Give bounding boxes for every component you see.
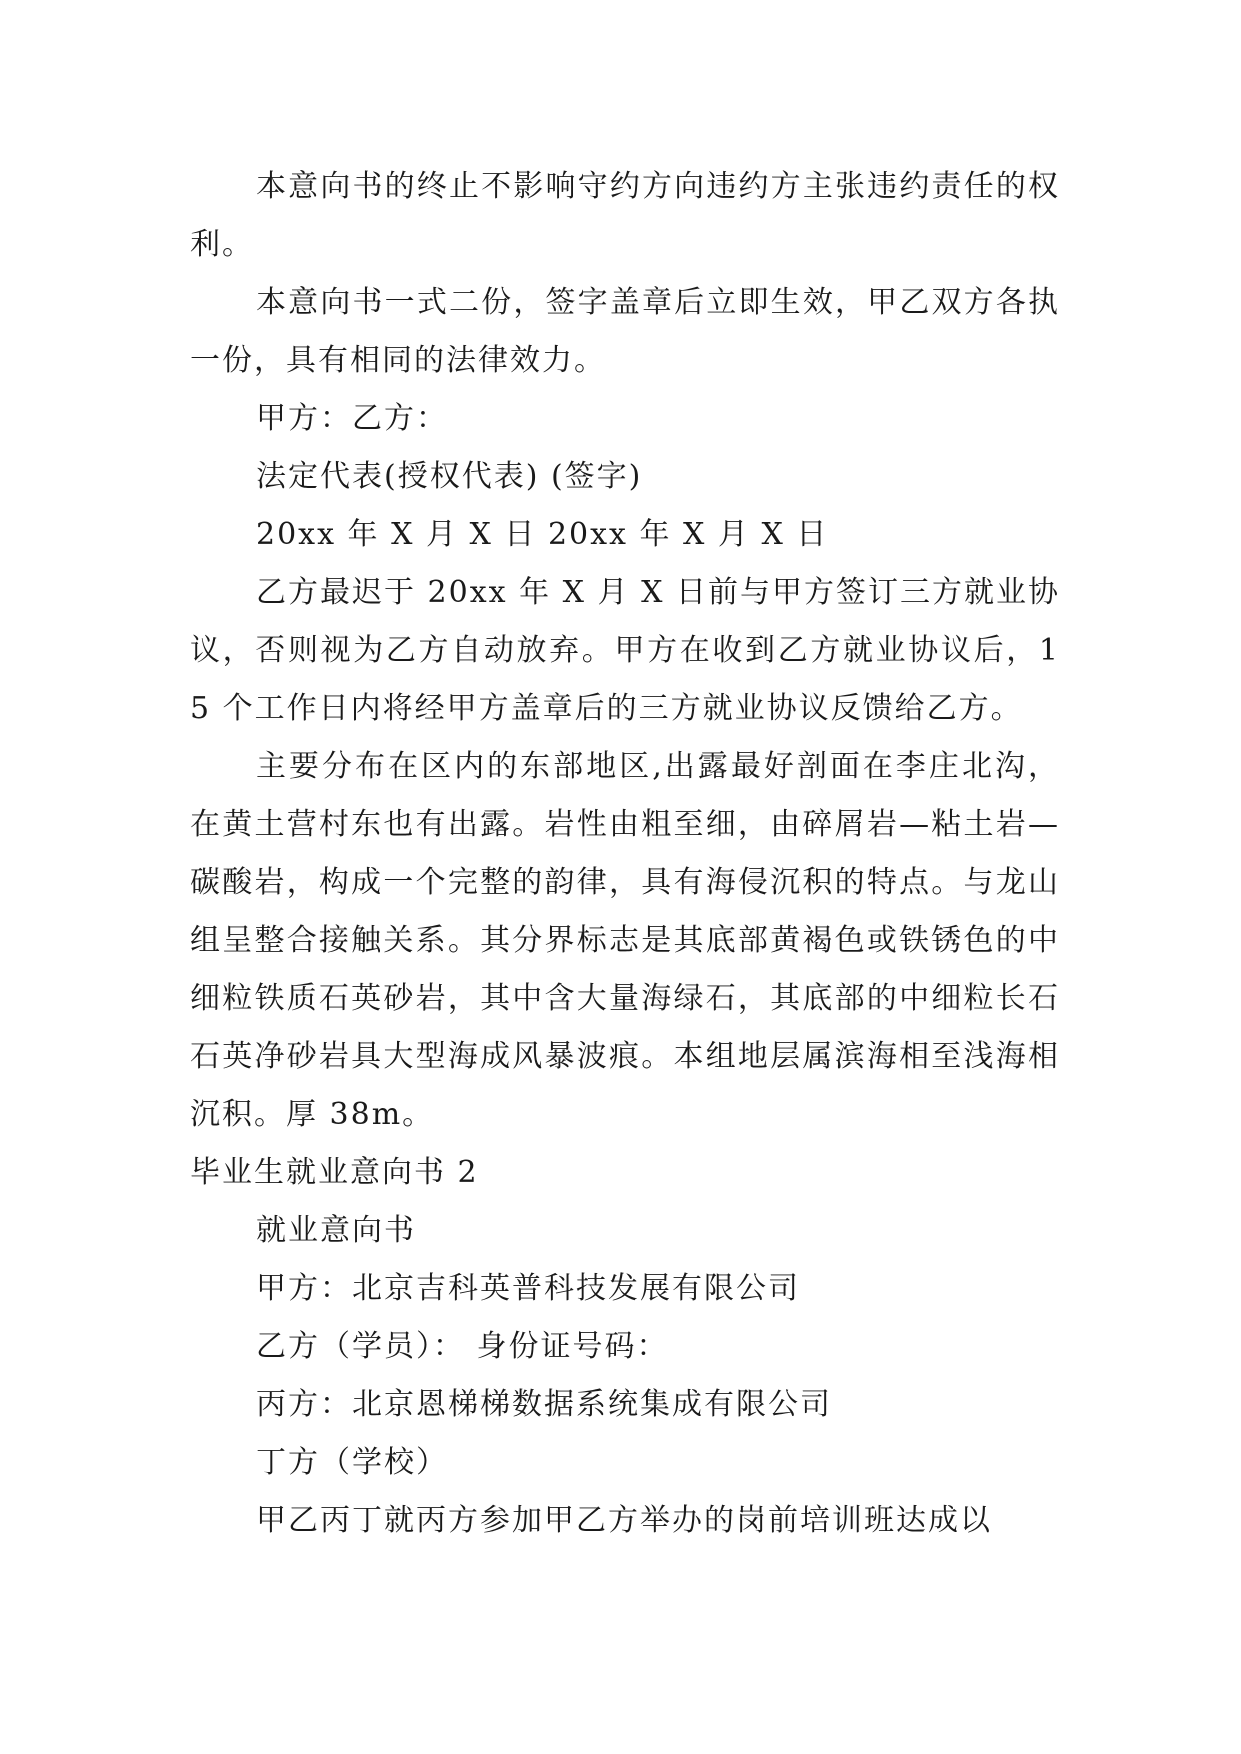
party-b: 乙方（学员）： 身份证号码： <box>256 1329 669 1364</box>
section-1 <box>190 158 1060 1144</box>
paragraph-geology: 主要分布在区内的东部地区,出露最好剖面在李庄北沟，在黄土营村东也有出露。岩性由粗至细，由碎屑岩—粘土岩—碳酸岩，构成一个完整的韵律，具有海侵沉积的特点。与龙山组呈整合接触关系。其分界标志是其底部黄褐色或铁锈色的中细粒铁质石英砂岩，其中含大量海绿石，其底部的中细粒长石石英净砂岩具大型海成风暴波痕。本组地层属滨海相至浅海相沉积。厚 38m。 <box>190 749 1060 1132</box>
section-heading: 毕业生就业意向书 2 <box>190 1155 479 1190</box>
signature-representative: 法定代表(授权代表) (签字) <box>256 459 643 494</box>
document-title: 就业意向书 <box>256 1213 416 1248</box>
signature-dates: 20xx 年 X 月 X 日 20xx 年 X 月 X 日 <box>256 517 829 552</box>
paragraph-termination: 本意向书的终止不影响守约方向违约方主张违约责任的权利。 <box>190 169 1060 262</box>
party-d: 丁方（学校） <box>256 1445 448 1480</box>
paragraph-agreement-deadline: 乙方最迟于 20xx 年 X 月 X 日前与甲方签订三方就业协议，否则视为乙方自动放弃。甲方在收到乙方就业协议后，15 个工作日内将经甲方盖章后的三方就业协议反馈给乙方。 <box>190 575 1060 726</box>
section-2 <box>190 1144 1060 1550</box>
signature-parties: 甲方：乙方： <box>256 401 448 436</box>
paragraph-copies: 本意向书一式二份，签字盖章后立即生效，甲乙双方各执一份，具有相同的法律效力。 <box>190 285 1060 378</box>
party-a: 甲方：北京吉科英普科技发展有限公司 <box>256 1271 800 1306</box>
paragraph-training: 甲乙丙丁就丙方参加甲乙方举办的岗前培训班达成以 <box>256 1503 992 1538</box>
party-c: 丙方：北京恩梯梯数据系统集成有限公司 <box>256 1387 832 1422</box>
